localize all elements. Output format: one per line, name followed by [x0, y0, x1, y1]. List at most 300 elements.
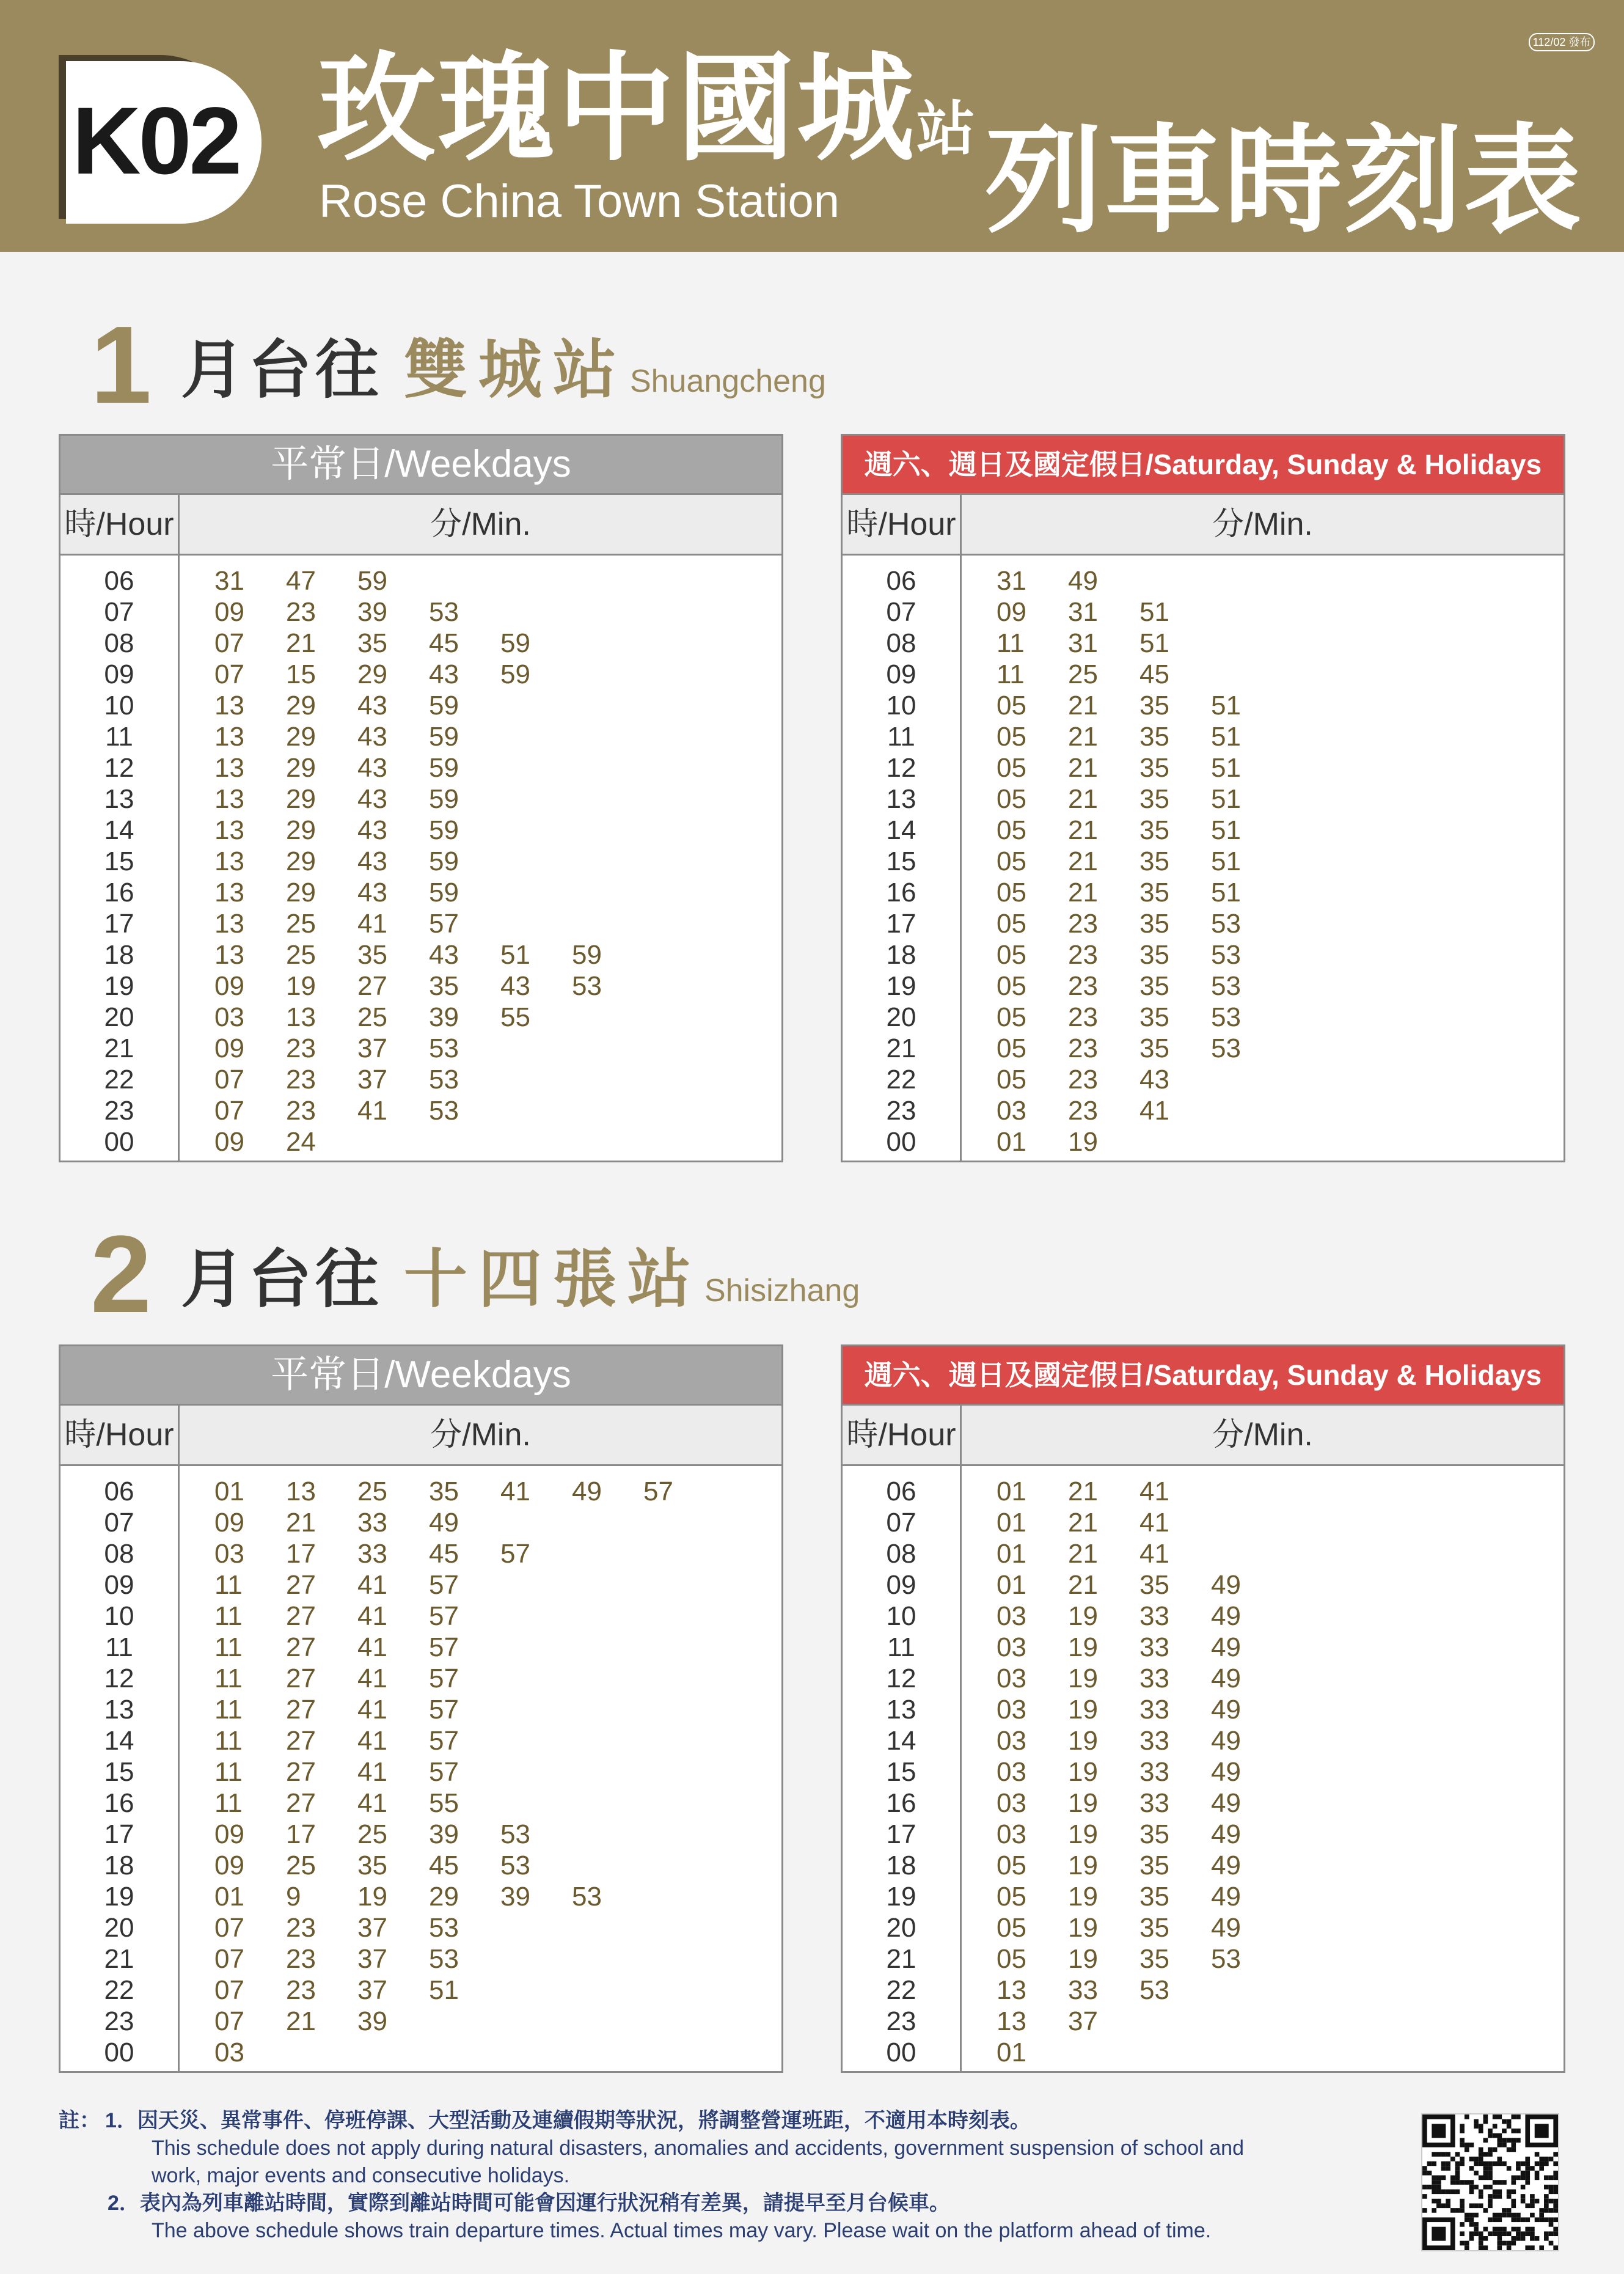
minute-value: 51 [1211, 846, 1241, 876]
hour-cell: 20 [104, 1913, 134, 1943]
minute-value: 03 [997, 1819, 1026, 1849]
table-row [60, 628, 781, 659]
hour-cell: 06 [104, 566, 134, 596]
hour-cell: 20 [104, 1002, 134, 1032]
minutes-cell [214, 1033, 500, 1064]
minute-value: 21 [1068, 722, 1098, 752]
hour-cell: 18 [104, 1850, 134, 1880]
minute-value: 51 [1211, 753, 1241, 783]
minute-value: 59 [429, 815, 459, 845]
minute-value: 19 [1068, 1819, 1098, 1849]
minute-value: 23 [286, 1944, 316, 1974]
minute-value: 27 [286, 1788, 316, 1818]
table-row [843, 1943, 1564, 1975]
table-row [843, 1694, 1564, 1725]
minute-value: 33 [1139, 1663, 1169, 1693]
minute-value: 21 [1068, 815, 1098, 845]
station-name-cn-main: 玫瑰中國城 [318, 43, 916, 174]
minute-value: 59 [429, 784, 459, 814]
minute-value: 03 [997, 1601, 1026, 1631]
hour-column-header: 時/Hour [843, 495, 962, 554]
table-row [843, 1975, 1564, 2006]
minute-value: 53 [500, 1850, 530, 1880]
s2-weekdays-colheads [60, 1404, 781, 1466]
minutes-cell [214, 1476, 715, 1507]
minute-value: 11 [214, 1726, 243, 1756]
minutes-cell [214, 1850, 572, 1881]
minute-value: 13 [214, 846, 244, 876]
minute-value: 03 [997, 1695, 1026, 1725]
minute-value: 51 [1211, 691, 1241, 721]
minute-value: 07 [214, 628, 244, 658]
minutes-cell [997, 1601, 1282, 1632]
minute-value: 03 [214, 1539, 244, 1569]
minute-value: 05 [997, 784, 1026, 814]
minute-value: 41 [357, 1570, 387, 1600]
table-row [843, 1002, 1564, 1033]
s1-holidays-body [843, 556, 1564, 1161]
minute-value: 57 [429, 1601, 459, 1631]
minute-value: 13 [214, 878, 244, 908]
table-row [843, 1819, 1564, 1850]
minute-value: 41 [500, 1476, 530, 1506]
table-row [843, 908, 1564, 939]
table-row [60, 1095, 781, 1126]
platform-2-destination-en: Shisizhang [704, 1273, 860, 1308]
minute-value: 49 [1211, 1913, 1241, 1943]
hour-cell: 23 [104, 1096, 134, 1126]
minutes-cell [997, 1788, 1282, 1819]
minutes-cell [214, 1943, 500, 1975]
minute-value: 05 [997, 971, 1026, 1001]
minutes-cell [997, 1569, 1282, 1601]
minute-value: 11 [214, 1570, 243, 1600]
minutes-cell [214, 2037, 286, 2068]
hour-cell: 10 [886, 1601, 916, 1631]
s2-holidays-colheads [843, 1404, 1564, 1466]
minute-value: 41 [1139, 1508, 1169, 1538]
minute-value: 01 [214, 1882, 244, 1912]
minute-value: 09 [214, 597, 244, 627]
hour-cell: 22 [104, 1065, 134, 1095]
hour-cell: 11 [105, 1632, 133, 1662]
table-row [60, 1476, 781, 1507]
table-row [60, 659, 781, 690]
table-row [843, 1881, 1564, 1912]
table-row [60, 877, 781, 908]
minutes-cell [214, 721, 500, 752]
hour-cell: 11 [887, 722, 915, 752]
platform-number-1: 1 [90, 304, 152, 427]
hour-cell: 18 [104, 940, 134, 970]
s2-weekdays-table [59, 1344, 783, 2073]
minute-value: 43 [357, 784, 387, 814]
table-row [60, 1694, 781, 1725]
minute-value: 35 [1139, 691, 1169, 721]
hour-cell: 09 [104, 659, 134, 689]
minutes-cell [997, 1694, 1282, 1725]
table-row [843, 628, 1564, 659]
minute-value: 43 [500, 971, 530, 1001]
minute-value: 53 [429, 1944, 459, 1974]
minute-value: 05 [997, 1913, 1026, 1943]
table-row [843, 2006, 1564, 2037]
minute-value: 49 [429, 1508, 459, 1538]
minute-value: 43 [357, 722, 387, 752]
minute-value: 03 [214, 1002, 244, 1032]
minute-value: 27 [357, 971, 387, 1001]
minute-value: 19 [1068, 1632, 1098, 1662]
minute-value: 35 [1139, 722, 1169, 752]
hour-cell: 15 [886, 846, 916, 876]
minute-column-header: 分/Min. [430, 1417, 531, 1453]
table-row [843, 2037, 1564, 2068]
minute-value: 49 [1068, 566, 1098, 596]
minute-value: 29 [286, 846, 316, 876]
minute-value: 35 [1139, 1913, 1169, 1943]
minute-value: 27 [286, 1570, 316, 1600]
hour-cell: 06 [886, 566, 916, 596]
table-row [843, 939, 1564, 970]
hour-cell: 17 [104, 909, 134, 939]
minute-value: 47 [286, 566, 316, 596]
hour-cell: 00 [886, 2037, 916, 2067]
minutes-cell [997, 628, 1211, 659]
minute-value: 57 [429, 1663, 459, 1693]
minute-value: 05 [997, 1002, 1026, 1032]
note-1-en-a: This schedule does not apply during natural disasters, anomalies and accidents, government suspension of school and [152, 2136, 1244, 2160]
hour-cell: 11 [887, 1632, 915, 1662]
minute-value: 53 [429, 597, 459, 627]
note-1-en-b: work, major events and consecutive holidays. [152, 2164, 570, 2187]
minutes-cell [997, 1002, 1282, 1033]
hour-cell: 14 [104, 815, 134, 845]
minute-value: 13 [214, 940, 244, 970]
s2-holidays-rows [843, 1476, 1564, 2068]
s1-weekdays-table [59, 434, 783, 1162]
minute-value: 35 [1139, 1882, 1169, 1912]
minute-value: 21 [1068, 784, 1098, 814]
minute-value: 59 [429, 878, 459, 908]
minute-value: 37 [357, 1033, 387, 1063]
minute-value: 09 [214, 1033, 244, 1063]
minute-value: 53 [572, 1882, 602, 1912]
s2-weekdays-rows [60, 1476, 781, 2068]
hour-cell: 07 [886, 597, 916, 627]
minute-value: 43 [357, 815, 387, 845]
minute-value: 23 [286, 1913, 316, 1943]
minute-value: 35 [1139, 971, 1169, 1001]
minute-column-header: 分/Min. [1212, 1417, 1313, 1453]
minute-value: 43 [1139, 1065, 1169, 1095]
minute-value: 49 [1211, 1850, 1241, 1880]
minute-value: 15 [286, 659, 316, 689]
table-row [60, 1538, 781, 1569]
minute-value: 43 [357, 846, 387, 876]
table-row [60, 721, 781, 752]
hour-cell: 06 [104, 1476, 134, 1506]
table-row [60, 1819, 781, 1850]
table-row [843, 1064, 1564, 1095]
table-row [60, 846, 781, 877]
hour-cell: 10 [886, 691, 916, 721]
minute-value: 11 [214, 1663, 243, 1693]
hour-cell: 16 [104, 1788, 134, 1818]
minute-value: 21 [286, 628, 316, 658]
minute-value: 33 [1139, 1601, 1169, 1631]
notes-label: 註： [59, 2109, 100, 2132]
minutes-cell [997, 846, 1282, 877]
minutes-cell [214, 1569, 500, 1601]
minute-value: 31 [997, 566, 1026, 596]
hour-cell: 07 [886, 1508, 916, 1538]
minutes-cell [997, 1943, 1282, 1975]
minutes-cell [997, 752, 1282, 783]
minute-value: 09 [997, 597, 1026, 627]
minute-value: 35 [1139, 1002, 1169, 1032]
minute-value: 49 [1211, 1726, 1241, 1756]
minute-value: 05 [997, 909, 1026, 939]
minutes-cell [997, 1756, 1282, 1788]
minute-value: 25 [286, 909, 316, 939]
qr-code-icon[interactable] [1421, 2113, 1559, 2251]
minute-value: 29 [286, 753, 316, 783]
minute-value: 13 [214, 753, 244, 783]
minute-value: 29 [286, 784, 316, 814]
minutes-cell [997, 1975, 1211, 2006]
minute-value: 19 [1068, 1726, 1098, 1756]
table-row [843, 596, 1564, 628]
minute-value: 9 [286, 1882, 301, 1912]
s1-weekdays-header: 平常日/Weekdays [60, 436, 781, 493]
minute-value: 13 [214, 784, 244, 814]
minute-value: 57 [429, 1757, 459, 1787]
minute-value: 09 [214, 1127, 244, 1157]
minute-column-header: 分/Min. [1212, 507, 1313, 542]
minute-value: 01 [997, 1570, 1026, 1600]
minute-value: 13 [997, 1975, 1026, 2005]
minutes-cell [997, 1095, 1211, 1126]
minute-value: 05 [997, 722, 1026, 752]
minutes-cell [214, 1881, 643, 1912]
minute-value: 19 [1068, 1788, 1098, 1818]
minutes-cell [997, 1632, 1282, 1663]
minute-value: 49 [1211, 1695, 1241, 1725]
hour-cell: 12 [104, 753, 134, 783]
table-row [60, 2006, 781, 2037]
hour-cell: 17 [104, 1819, 134, 1849]
minute-value: 35 [1139, 909, 1169, 939]
minute-value: 41 [357, 1663, 387, 1693]
minute-value: 59 [500, 628, 530, 658]
hour-cell: 00 [104, 2037, 134, 2067]
s1-weekdays-rows [60, 565, 781, 1157]
minute-value: 49 [1211, 1632, 1241, 1662]
minutes-cell [997, 2006, 1139, 2037]
minute-value: 01 [997, 2037, 1026, 2067]
minute-value: 03 [997, 1788, 1026, 1818]
minute-value: 49 [1211, 1819, 1241, 1849]
table-row [60, 1601, 781, 1632]
minute-value: 09 [214, 1508, 244, 1538]
hour-cell: 07 [104, 1508, 134, 1538]
minute-value: 07 [214, 1096, 244, 1126]
minute-value: 37 [357, 1975, 387, 2005]
hour-cell: 17 [886, 1819, 916, 1849]
hour-column-header: 時/Hour [60, 495, 180, 554]
minute-value: 59 [572, 940, 602, 970]
table-row [60, 1881, 781, 1912]
minutes-cell [997, 596, 1211, 628]
minute-value: 05 [997, 940, 1026, 970]
minute-value: 11 [214, 1695, 243, 1725]
minutes-cell [214, 1975, 500, 2006]
s1-holidays-colheads [843, 493, 1564, 556]
minute-value: 43 [357, 878, 387, 908]
platform-2-destination-cn: 十四張站 [403, 1244, 702, 1315]
minutes-cell [997, 1663, 1282, 1694]
minute-value: 33 [1139, 1757, 1169, 1787]
minute-value: 57 [429, 1726, 459, 1756]
minute-value: 01 [997, 1127, 1026, 1157]
minute-value: 33 [357, 1508, 387, 1538]
minute-value: 03 [997, 1632, 1026, 1662]
table-row [60, 939, 781, 970]
table-row [60, 1126, 781, 1157]
minute-value: 27 [286, 1695, 316, 1725]
minute-value: 41 [357, 1757, 387, 1787]
hour-cell: 16 [886, 1788, 916, 1818]
minute-value: 23 [1068, 909, 1098, 939]
minute-value: 07 [214, 1944, 244, 1974]
hour-cell: 19 [886, 1882, 916, 1912]
s1-holidays-rows [843, 565, 1564, 1157]
minute-value: 05 [997, 753, 1026, 783]
minute-value: 41 [357, 1632, 387, 1662]
minute-value: 23 [1068, 1096, 1098, 1126]
minute-value: 07 [214, 659, 244, 689]
minutes-cell [214, 752, 500, 783]
hour-cell: 14 [886, 1726, 916, 1756]
minute-value: 39 [429, 1819, 459, 1849]
table-row [60, 1725, 781, 1756]
hour-cell: 06 [886, 1476, 916, 1506]
hour-cell: 14 [104, 1726, 134, 1756]
hour-column-header: 時/Hour [843, 1406, 962, 1464]
table-row [843, 1476, 1564, 1507]
table-row [60, 1912, 781, 1943]
minute-value: 53 [1211, 971, 1241, 1001]
minute-value: 37 [1068, 2006, 1098, 2036]
table-row [843, 565, 1564, 596]
minute-value: 19 [1068, 1695, 1098, 1725]
s2-holidays-body [843, 1466, 1564, 2071]
minute-value: 21 [1068, 753, 1098, 783]
minute-value: 55 [429, 1788, 459, 1818]
minute-value: 19 [1068, 1663, 1098, 1693]
minute-value: 59 [429, 722, 459, 752]
minutes-cell [214, 1632, 500, 1663]
minute-value: 11 [214, 1757, 243, 1787]
note-1-zh-line [59, 2107, 1403, 2135]
hour-cell: 14 [886, 815, 916, 845]
hour-cell: 23 [886, 1096, 916, 1126]
minute-value: 41 [1139, 1539, 1169, 1569]
minutes-cell [214, 690, 500, 721]
minutes-cell [214, 2006, 429, 2037]
minute-value: 23 [1068, 1002, 1098, 1032]
minute-value: 19 [1068, 1850, 1098, 1880]
minutes-cell [997, 783, 1282, 815]
hour-column-header: 時/Hour [60, 1406, 180, 1464]
minute-value: 43 [357, 753, 387, 783]
minute-value: 23 [1068, 1065, 1098, 1095]
minute-value: 35 [1139, 753, 1169, 783]
table-row [60, 596, 781, 628]
minute-value: 53 [1211, 1002, 1241, 1032]
s2-holidays-table [841, 1344, 1565, 2073]
minute-value: 37 [357, 1065, 387, 1095]
table-row [843, 1538, 1564, 1569]
footnotes [59, 2107, 1403, 2245]
minute-value: 53 [572, 971, 602, 1001]
minute-value: 51 [1211, 815, 1241, 845]
minute-value: 11 [214, 1788, 243, 1818]
minute-value: 37 [357, 1944, 387, 1974]
minutes-cell [997, 1033, 1282, 1064]
s1-weekdays-body [60, 556, 781, 1161]
minute-value: 19 [1068, 1601, 1098, 1631]
minutes-cell [214, 659, 572, 690]
minute-value: 27 [286, 1663, 316, 1693]
table-row [60, 1632, 781, 1663]
minutes-cell [214, 846, 500, 877]
table-row [60, 783, 781, 815]
table-row [60, 1002, 781, 1033]
minute-value: 21 [1068, 691, 1098, 721]
minutes-cell [214, 1095, 500, 1126]
minute-value: 51 [500, 940, 530, 970]
minute-value: 23 [1068, 1033, 1098, 1063]
hour-cell: 15 [104, 846, 134, 876]
table-row [60, 565, 781, 596]
hour-cell: 21 [886, 1944, 916, 1974]
minute-value: 45 [429, 628, 459, 658]
table-row [843, 846, 1564, 877]
station-code: K02 [72, 88, 240, 194]
table-row [843, 1756, 1564, 1788]
minutes-cell [214, 970, 643, 1002]
table-row [843, 877, 1564, 908]
minute-value: 55 [500, 1002, 530, 1032]
minute-value: 13 [286, 1002, 316, 1032]
minute-value: 37 [357, 1913, 387, 1943]
hour-cell: 19 [104, 1882, 134, 1912]
table-row [843, 1507, 1564, 1538]
minute-value: 29 [429, 1882, 459, 1912]
minute-value: 19 [1068, 1757, 1098, 1787]
minute-value: 43 [429, 940, 459, 970]
minute-value: 29 [286, 691, 316, 721]
minute-value: 29 [286, 722, 316, 752]
table-row [843, 1663, 1564, 1694]
platform-2-title-prefix: 月台往 [181, 1244, 383, 1315]
hour-cell: 18 [886, 940, 916, 970]
minutes-cell [214, 1819, 572, 1850]
hour-cell: 17 [886, 909, 916, 939]
hour-cell: 21 [886, 1033, 916, 1063]
minute-value: 13 [214, 909, 244, 939]
